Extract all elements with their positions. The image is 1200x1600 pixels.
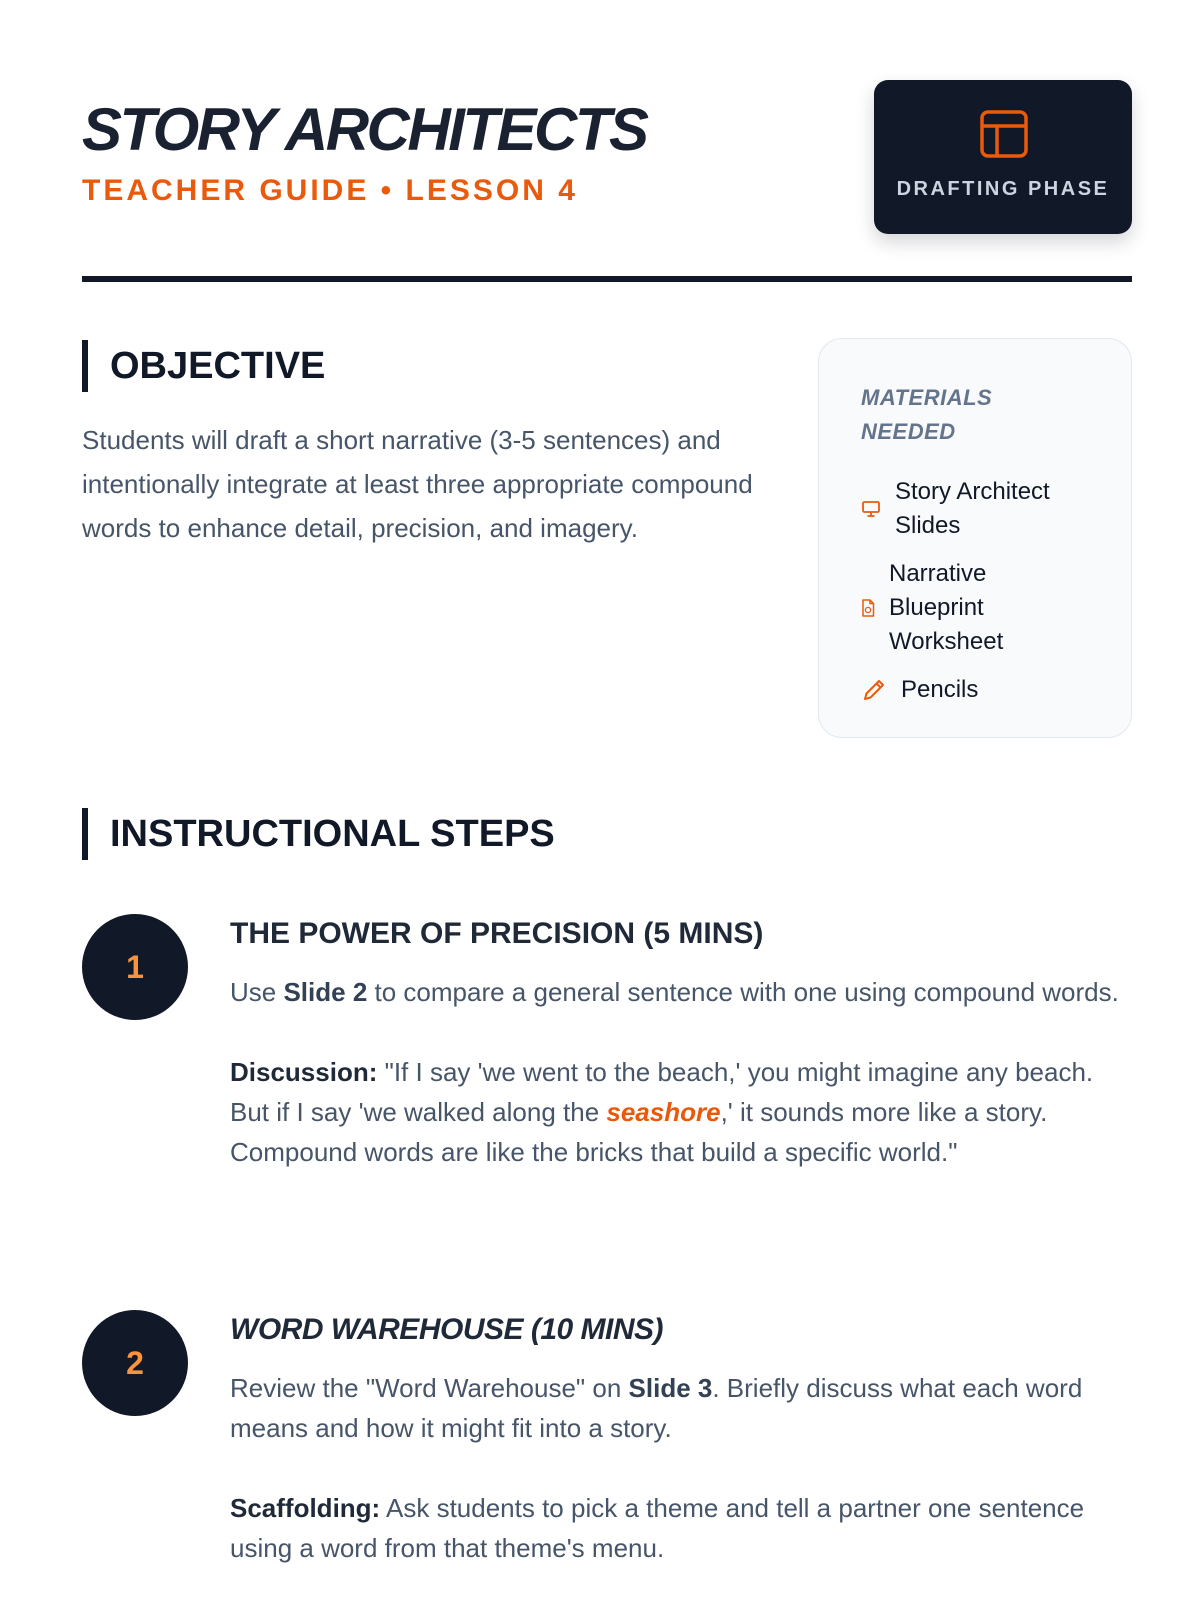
materials-card bbox=[818, 338, 1132, 738]
header-divider bbox=[82, 276, 1132, 282]
step-paragraph bbox=[230, 972, 1132, 1012]
phase-label: DRAFTING PHASE bbox=[896, 178, 1110, 200]
monitor-icon bbox=[861, 499, 881, 519]
step-text: Use bbox=[230, 977, 284, 1007]
list-item bbox=[861, 557, 1101, 659]
material-label: Pencils bbox=[901, 676, 979, 703]
step-body bbox=[230, 1310, 1132, 1568]
objective-heading: OBJECTIVE bbox=[82, 340, 325, 392]
page-subtitle: TEACHER GUIDE • LESSON 4 bbox=[82, 174, 578, 207]
step-text: . Briefly discuss what each word means and how it might fit into a story. bbox=[230, 1373, 1083, 1443]
step-text: Ask students to pick a theme and tell a partner one sentence using a word from that theme's menu. bbox=[230, 1493, 1085, 1563]
slide-reference: Slide 2 bbox=[283, 977, 368, 1007]
step-title: THE POWER OF PRECISION (5 MINS) bbox=[230, 917, 764, 950]
layout-icon bbox=[978, 108, 1030, 160]
pencil-icon bbox=[861, 677, 887, 703]
discussion-label: Discussion: bbox=[230, 1057, 378, 1087]
page-title: STORY ARCHITECTS bbox=[82, 96, 647, 163]
step-scaffolding bbox=[230, 1488, 1132, 1568]
document-icon bbox=[861, 599, 875, 617]
scaffolding-label: Scaffolding: bbox=[230, 1493, 381, 1523]
step-text: Review the "Word Warehouse" on bbox=[230, 1373, 629, 1403]
step-text: to compare a general sentence with one using compound words. bbox=[367, 977, 1119, 1007]
phase-badge bbox=[874, 80, 1132, 234]
material-label: Narrative Blueprint Worksheet bbox=[889, 560, 1004, 655]
list-item bbox=[861, 673, 1101, 707]
step-text: ,' it sounds more like a story. Compound words are like the bricks that build a specific world." bbox=[230, 1097, 1048, 1167]
step-discussion bbox=[230, 1052, 1132, 1172]
list-item bbox=[861, 475, 1101, 543]
materials-list bbox=[861, 475, 1101, 707]
material-label: Story Architect Slides bbox=[895, 478, 1050, 539]
step-text: "If I say 'we went to the beach,' you might imagine any beach. But if I say 'we walked along the bbox=[230, 1057, 1094, 1127]
highlighted-word: seashore bbox=[606, 1097, 721, 1127]
objective-text: Students will draft a short narrative (3-5 sentences) and intentionally integrate at least three appropriate compound words to enhance detail, precision, and imagery. bbox=[82, 425, 753, 543]
step-number-badge: 2 bbox=[82, 1310, 188, 1416]
step-title: WORD WAREHOUSE (10 MINS) bbox=[230, 1313, 664, 1346]
step-number-badge: 1 bbox=[82, 914, 188, 1020]
materials-title: MATERIALS NEEDED bbox=[861, 385, 993, 444]
slide-reference: Slide 3 bbox=[628, 1373, 713, 1403]
step-body bbox=[230, 914, 1132, 1172]
steps-heading: INSTRUCTIONAL STEPS bbox=[82, 808, 555, 860]
page-header bbox=[82, 80, 1132, 230]
step-paragraph bbox=[230, 1368, 1132, 1448]
